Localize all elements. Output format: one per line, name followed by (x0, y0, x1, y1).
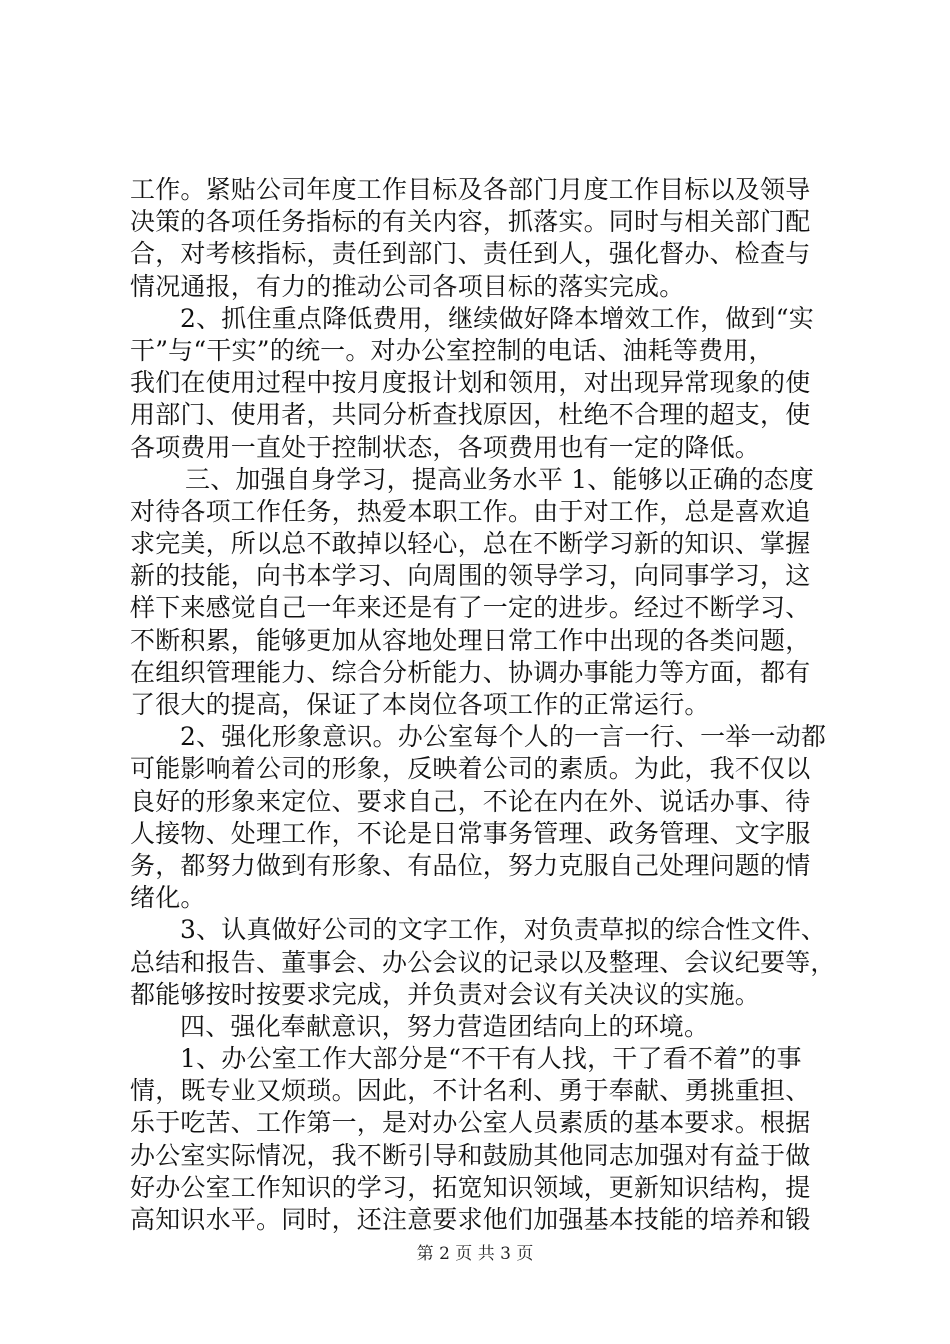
paragraph-start-line: 3、认真做好公司的文字工作，对负责草拟的综合性文件、 (180, 915, 827, 945)
text-line: 不断积累，能够更加从容地处理日常工作中出现的各类问题， (130, 625, 811, 655)
text-line: 好办公室工作知识的学习，拓宽知识领域，更新知识结构，提 (130, 1172, 811, 1202)
text-line: 务，都努力做到有形象、有品位，努力克服自己处理问题的情 (130, 850, 811, 880)
text-line: 情，既专业又烦琐。因此，不计名利、勇于奉献、勇挑重担、 (130, 1076, 811, 1106)
paragraph-start-line: 1、办公室工作大部分是“不干有人找，干了看不着”的事 (180, 1044, 802, 1074)
text-line: 工作。紧贴公司年度工作目标及各部门月度工作目标以及领导 (130, 175, 811, 204)
text-line: 乐于吃苦、工作第一，是对办公室人员素质的基本要求。根据 (130, 1108, 811, 1138)
text-line: 可能影响着公司的形象，反映着公司的素质。为此，我不仅以 (130, 754, 811, 784)
page-number-label: 第 2 页 共 3 页 (416, 1244, 534, 1264)
text-line: 总结和报告、董事会、办公会议的记录以及整理、会议纪要等， (130, 947, 836, 977)
text-line: 良好的形象来定位、要求自己，不论在内在外、说话办事、待 (130, 786, 811, 816)
text-line: 在组织管理能力、综合分析能力、协调办事能力等方面，都有 (130, 657, 811, 687)
text-line: 绪化。 (130, 883, 206, 913)
section-heading-line: 四、强化奉献意识，努力营造团结向上的环境。 (180, 1011, 710, 1041)
text-line: 决策的各项任务指标的有关内容，抓落实。同时与相关部门配 (130, 207, 811, 237)
text-line: 我们在使用过程中按月度报计划和领用，对出现异常现象的使 (130, 368, 811, 398)
text-line: 求完美，所以总不敢掉以轻心，总在不断学习新的知识、掌握 (130, 529, 811, 559)
text-line: 对待各项工作任务，热爱本职工作。由于对工作，总是喜欢追 (130, 496, 811, 526)
text-line: 样下来感觉自己一年来还是有了一定的进步。经过不断学习、 (130, 593, 811, 623)
text-line: 高知识水平。同时，还注意要求他们加强基本技能的培养和锻 (130, 1205, 811, 1234)
text-line: 用部门、使用者，共同分析查找原因，杜绝不合理的超支，使 (130, 400, 811, 430)
text-line: 情况通报，有力的推动公司各项目标的落实完成。 (130, 271, 685, 301)
paragraph-start-line: 2、抓住重点降低费用，继续做好降本增效工作，做到“实 (180, 303, 814, 333)
text-line: 都能够按时按要求完成，并负责对会议有关决议的实施。 (130, 979, 761, 1009)
text-line: 办公室实际情况，我不断引导和鼓励其他同志加强对有益于做 (130, 1140, 811, 1170)
document-body (130, 174, 836, 1236)
text-line: 合，对考核指标，责任到部门、责任到人，强化督办、检查与 (130, 239, 811, 269)
text-line: 新的技能，向书本学习、向周围的领导学习，向同事学习，这 (130, 561, 811, 591)
text-line: 干”与“干实”的统一。对办公室控制的电话、油耗等费用， (130, 335, 774, 365)
text-line: 各项费用一直处于控制状态，各项费用也有一定的降低。 (130, 432, 761, 462)
section-heading-line: 三、加强自身学习，提高业务水平 1、能够以正确的态度 (185, 464, 815, 494)
paragraph-start-line: 2、强化形象意识。办公室每个人的一言一行、一举一动都 (180, 722, 827, 752)
text-line: 了很大的提高，保证了本岗位各项工作的正常运行。 (130, 690, 710, 719)
page-footer (0, 1239, 950, 1264)
text-line: 人接物、处理工作，不论是日常事务管理、政务管理、文字服 (130, 818, 811, 848)
